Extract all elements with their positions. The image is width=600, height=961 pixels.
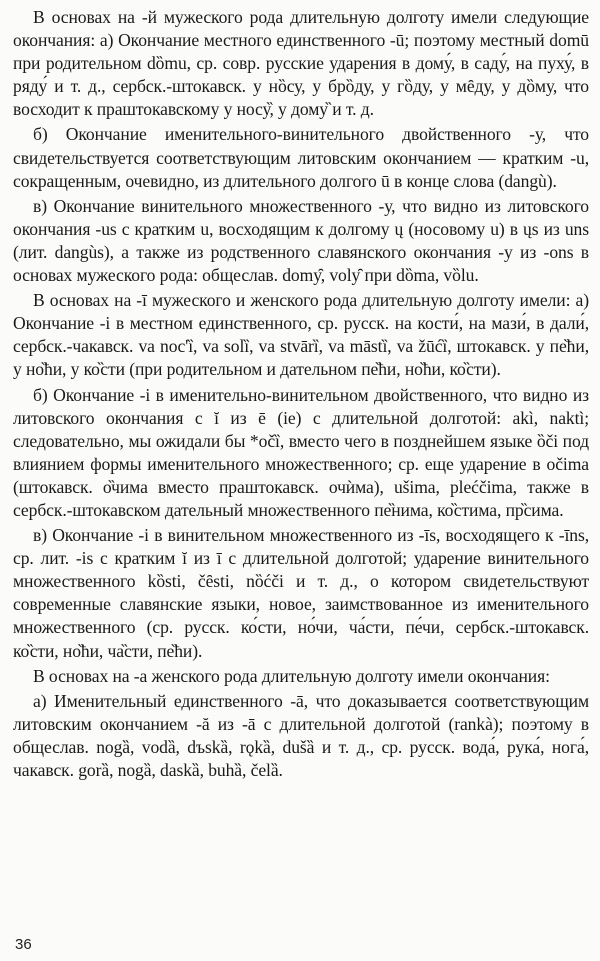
paragraph: в) Окончание винительного множественного -у, что видно из литовского окончания -us с кратким u, восходящим к долгому ų (носовому u) в ųs из uns (лит. dangùs), а также из родственного славянского окончания -у из -ons в основах мужеского рода: общеслав. domy̑, volу̑ при dȍma, vȍlu. <box>13 195 589 286</box>
paragraph: В основах на -а женского рода длительную долготу имели окончания: <box>33 665 550 686</box>
paragraph: В основах на -ī мужеского и женского рода длительную долготу имели: а) Окончание -i в местном единственного, ср. русск. на кости́, на мази́, в дали́, сербск.-чакавск. va noc'ȉ, va solȉ, va stvārȉ, va māstȉ, va žūćȉ, штокавск. у пе̏ћи, у но̏ћи, у ко̏сти (при родительном и дательном пе̏ћи, но̏ћи, ко̏сти). <box>13 290 589 380</box>
paragraph: а) Именительный единственного -ā, что доказывается соответствующим литовским окончанием -ă из -ā с длительной долготой (rankà); поэтому в общеслав. nogȁ, vodȁ, dъskȁ, rǫkȁ, dušȁ и т. д., ср. русск. вода́, рука́, нога́, чакавск. gorȁ, nogȁ, daskȁ, buhȁ, čelȁ. <box>13 690 589 780</box>
paragraph: б) Окончание именительного-винительного двойственного -у, что свидетельствуется соответствующим литовским окончанием — кратким -u, сокращенным, очевидно, из длительного долгого ū в конце слова (dangù). <box>13 124 589 191</box>
page-body <box>13 6 589 784</box>
paragraph: В основах на -й мужеского рода длительную долготу имели следующие окончания: а) Окончание местного единственного -ū; поэтому местный domū при родительном dȍmu, ср. совр. русские ударения в дому́, в саду́, на пуху́, в ряду́ и т. д., сербск.-штокавск. у нȍсу, у брȍду, у гȍду, у мȇду, у дȍму, что восходит к праштокавскому у носу̏, у дому̏ и т. д. <box>13 7 589 120</box>
paragraph: в) Окончание -i в винительном множественного из -īs, восходящего к -īns, ср. лит. -is с кратким ĭ из ī с длительной долготой; ударение винительного множественного kȍsti, čȇsti, nȍćči и т. д., о котором свидетельствуют современные славянские языки, новое, заимствованное из именительного множественного (ср. русск. ко́сти, но́чи, ча́сти, пе́чи, сербск.-штокавск. ко̏сти, но̏ћи, ча̏сти, пе̏ћи). <box>13 525 589 661</box>
page-number: 36 <box>15 936 32 953</box>
paragraph: б) Окончание -i в именительно-винительном двойственного, что видно из литовского окончания с ĭ из ē (ie) с длительной долготой: akì, naktì; следовательно, мы ожидали бы *očȉ, вместо чего в позднейшем языке ȍči под влиянием формы именительного множественного; ср. еще ударение в očima (штокавск. о̏чима вместо праштокавск. очѝма), ušima, plećčima, также в сербск.-штокавском дательный множественного пе̏нима, ко̏стима, пр̏сима. <box>13 384 589 520</box>
